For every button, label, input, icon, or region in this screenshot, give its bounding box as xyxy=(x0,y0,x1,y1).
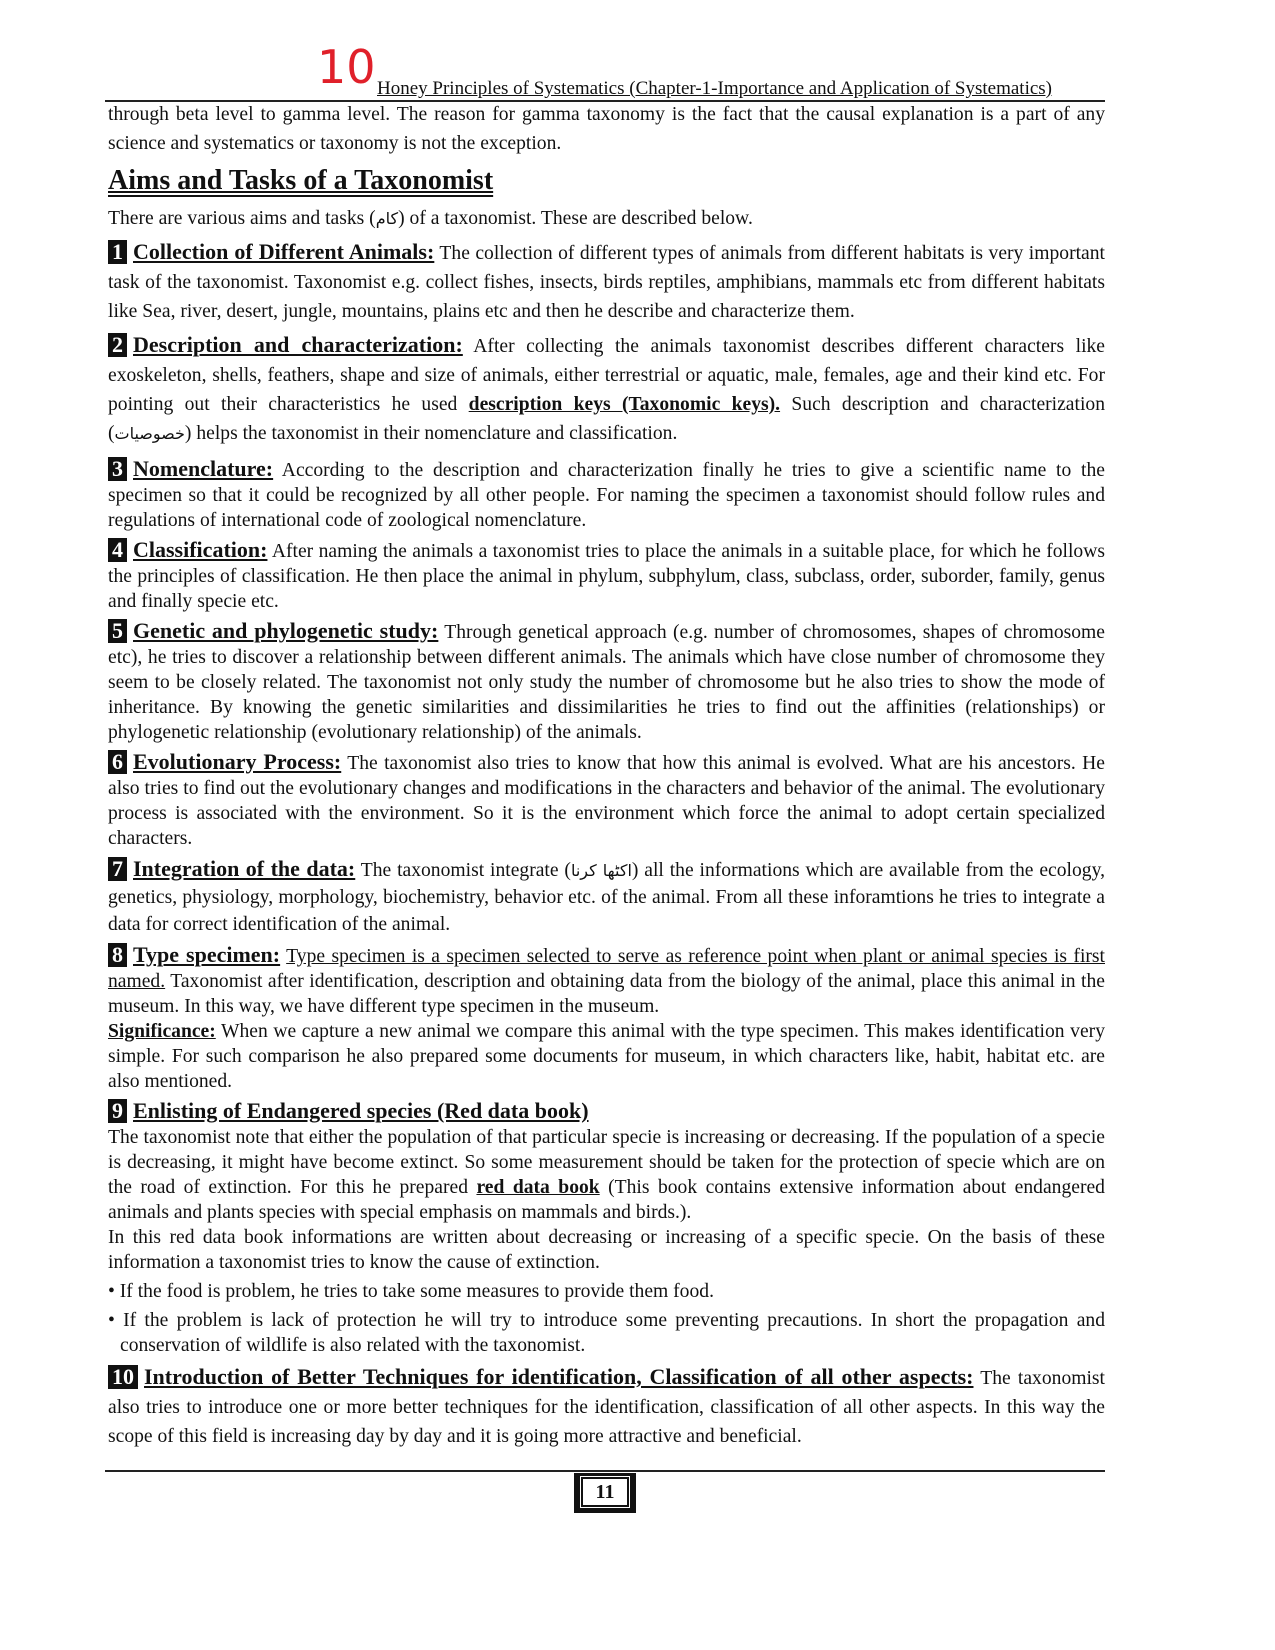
list-item xyxy=(108,330,1105,448)
list-item xyxy=(108,237,1105,326)
section-heading: Aims and Tasks of a Taxonomist xyxy=(108,165,494,196)
item-text: ) helps the taxonomist in their nomenclature and classification. xyxy=(184,423,678,444)
bullet-item xyxy=(108,1279,1105,1304)
bullet-text: If the food is problem, he tries to take some measures to provide them food. xyxy=(119,1281,714,1302)
item-text: The taxonomist also tries to introduce one or more better techniques for the identification, classification of all other aspects. In this way the scope of this field is increasing day by day and it is going more attractive and beneficial. xyxy=(108,1368,1105,1447)
item-text: After collecting the animals taxonomist describes different characters like exoskeleton, shells, feathers, shape and size of animals, either terrestrial or aquatic, male, females, age and their kind etc. For pointing out their characteristics he used xyxy=(108,336,1106,415)
item-title: Collection of Different Animals: xyxy=(133,239,435,264)
item-title: Evolutionary Process: xyxy=(133,749,342,774)
item-text: According to the description and characterization finally he tries to give a scientific name to the specimen so that it could be recognized by all other people. For naming the specimen a taxonomist should follow rules and regulations of international code of zoological nomenclature. xyxy=(108,460,1105,531)
significance-label: Significance: xyxy=(108,1021,216,1042)
item-number: 1 xyxy=(108,240,127,264)
list-item xyxy=(108,749,1105,851)
item-number: 2 xyxy=(108,333,127,357)
item-number: 7 xyxy=(108,857,127,881)
page-body xyxy=(108,100,1105,1451)
definition-text: Type specimen is a specimen selected to serve as reference point when plant or animal species is first named. xyxy=(108,946,1105,992)
footer-rule xyxy=(105,1470,1105,1472)
emphasis-term: description keys (Taxonomic keys). xyxy=(468,394,781,415)
running-title: Honey Principles of Systematics (Chapter-1-Importance and Application of Systematics) xyxy=(377,78,1053,99)
urdu-gloss: خصوصیات xyxy=(114,424,185,443)
bullet-icon: • xyxy=(108,1281,115,1302)
item-number: 6 xyxy=(108,750,127,774)
bullet-icon: • xyxy=(108,1310,115,1331)
item-title: Enlisting of Endangered species (Red data book) xyxy=(133,1098,589,1123)
list-item xyxy=(108,537,1105,614)
item-text: The collection of different types of animals from different habitats is very important task of the taxonomist. Taxonomist e.g. collect fishes, insects, birds reptiles, amphibians, mammals etc from different habitats like Sea, river, desert, jungle, mountains, plains etc and then he describe and characterize them. xyxy=(108,243,1105,322)
item-number: 4 xyxy=(108,538,127,562)
list-item xyxy=(108,618,1105,745)
item-title: Nomenclature: xyxy=(133,456,274,481)
page-header xyxy=(105,40,1105,102)
item-text: The taxonomist also tries to know that how this animal is evolved. What are his ancestors. He also tries to find out the evolutionary changes and modifications in the characters and behavior of the animal. The evolutionary process is associated with the environment. So it is the environment which force the animal to adopt certain specialized characters. xyxy=(108,753,1105,849)
item-text: After naming the animals a taxonomist tries to place the animals in a suitable place, for which he follows the principles of classification. He then place the animal in phylum, subphylum, class, subclass, order, suborder, family, genus and finally specie etc. xyxy=(108,541,1105,612)
item-text: ) all the informations which are available from the ecology, genetics, physiology, morphology, biochemistry, behavior etc. of the animal. From all these inforamtions he tries to integrate a data for correct identification of the animal. xyxy=(108,860,1105,935)
significance-text: When we capture a new animal we compare this animal with the type specimen. This makes identification very simple. For such comparison he also prepared some documents for museum, in which characters like, habit, habitat etc. are also mentioned. xyxy=(108,1021,1105,1092)
urdu-gloss: اکٹھا کرنا xyxy=(570,861,632,880)
urdu-gloss: کام xyxy=(375,209,399,228)
significance-paragraph xyxy=(108,1019,1105,1094)
list-item xyxy=(108,456,1105,533)
item-title: Genetic and phylogenetic study: xyxy=(133,618,439,643)
lead-text: There are various aims and tasks ( xyxy=(108,208,376,229)
page-number-box xyxy=(574,1473,636,1513)
item-title: Integration of the data: xyxy=(133,856,356,881)
item-text: (This book contains extensive information about endangered animals and plants species with special emphasis on mammals and birds.). xyxy=(108,1177,1105,1223)
list-item xyxy=(108,1362,1105,1451)
item-title: Introduction of Better Techniques for identification, Classification of all other aspects: xyxy=(144,1364,974,1389)
item-text: Through genetical approach (e.g. number of chromosomes, shapes of chromosome etc), he tries to discover a relationship between different animals. The animals which have close number of chromosome they seem to be closely related. The taxonomist not only study the number of chromosome but he also tries to show the mode of inheritance. By knowing the genetic similarities and dissimilarities he tries to find out the affinities (relationships) or phylogenetic relationship (evolutionary relationship) of the animals. xyxy=(108,622,1105,743)
list-item xyxy=(108,942,1105,1019)
page-number: 11 xyxy=(581,1477,629,1507)
bullet-text: If the problem is lack of protection he will try to introduce some preventing precautions. In short the propagation and conservation of wildlife is also related with the taxonomist. xyxy=(120,1310,1105,1356)
item-title: Type specimen: xyxy=(133,942,281,967)
item-number: 5 xyxy=(108,619,127,643)
item-title: Classification: xyxy=(133,537,268,562)
list-item xyxy=(108,855,1105,938)
bullet-item xyxy=(108,1308,1105,1358)
item-text: The taxonomist note that either the population of that particular specie is increasing or decreasing. If the population of a specie is decreasing, it might have become extinct. So some measurement should be taken for the protection of specie which are on the road of extinction. For this he prepared xyxy=(108,1127,1105,1198)
item-text: Such description and characterization ( xyxy=(108,394,1105,444)
item-number: 10 xyxy=(108,1365,138,1389)
emphasis-term: red data book xyxy=(476,1177,600,1198)
item-title: Description and characterization: xyxy=(133,332,463,357)
section-lead xyxy=(108,204,1105,233)
lead-text: ) of a taxonomist. These are described below. xyxy=(398,208,753,229)
page-marker: 10 xyxy=(317,40,376,94)
intro-paragraph: through beta level to gamma level. The reason for gamma taxonomy is the fact that the causal explanation is a part of any science and systematics or taxonomy is not the exception. xyxy=(108,104,1105,154)
item-number: 9 xyxy=(108,1099,127,1123)
list-item xyxy=(108,1098,1105,1125)
item-paragraph xyxy=(108,1125,1105,1225)
item-number: 3 xyxy=(108,457,127,481)
item-text: Taxonomist after identification, description and obtaining data from the biology of the animal, place this animal in the museum. In this way, we have different type specimen in the museum. xyxy=(108,971,1105,1017)
item-text: The taxonomist integrate ( xyxy=(355,860,571,881)
item-number: 8 xyxy=(108,943,127,967)
item-paragraph: In this red data book informations are written about decreasing or increasing of a specific specie. On the basis of these information a taxonomist tries to know the cause of extinction. xyxy=(108,1227,1105,1273)
